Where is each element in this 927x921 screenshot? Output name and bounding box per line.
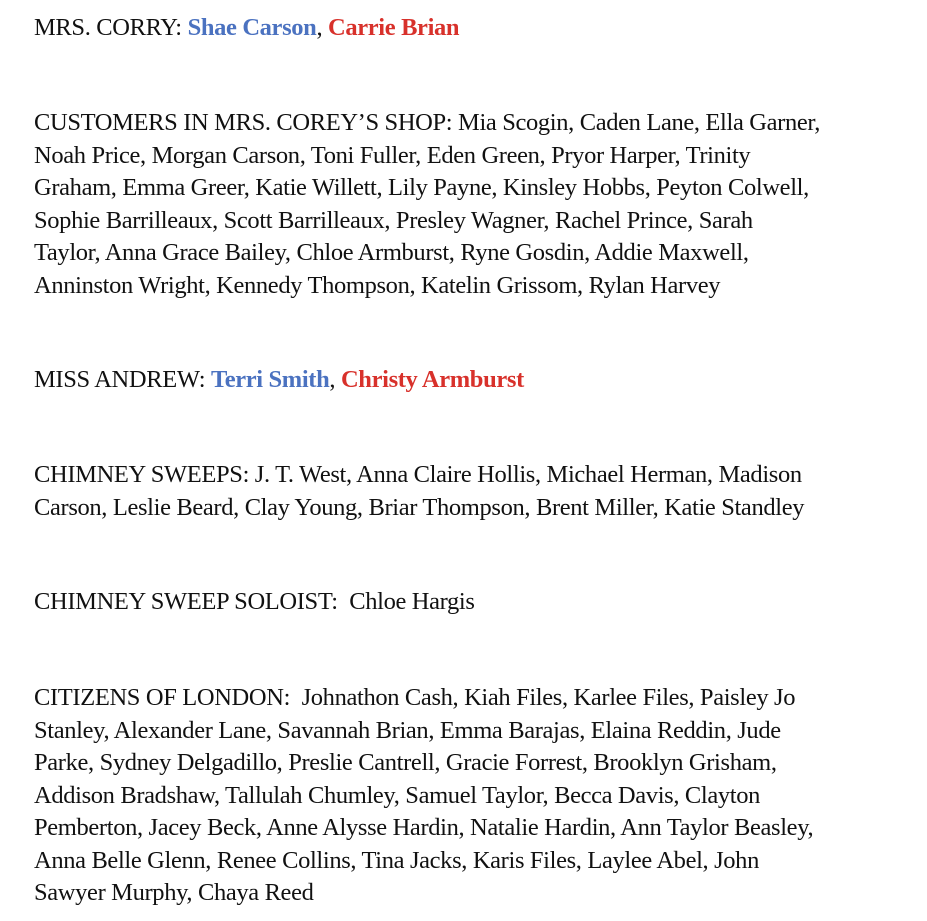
text-line: Anninston Wright, Kennedy Thompson, Katelin Grissom, Rylan Harvey <box>34 271 721 299</box>
text-line: Sophie Barrilleaux, Scott Barrilleaux, Presley Wagner, Rachel Prince, Sarah <box>34 206 753 234</box>
miss-andrew-line <box>34 364 914 397</box>
separator: , <box>316 14 323 41</box>
text-line: CUSTOMERS IN MRS. COREY’S SHOP: Mia Scogin, Caden Lane, Ella Garner, <box>34 109 820 136</box>
mrs-corry-section <box>34 12 914 45</box>
chimney-sweep-soloist-section <box>34 586 914 619</box>
miss-andrew-section <box>34 364 914 397</box>
text-line: Taylor, Anna Grace Bailey, Chloe Armburst, Ryne Gosdin, Addie Maxwell, <box>34 239 749 266</box>
separator: , <box>329 366 336 393</box>
chimney-sweeps-section <box>34 459 914 524</box>
text-line: CHIMNEY SWEEPS: J. T. West, Anna Claire Hollis, Michael Herman, Madison <box>34 461 802 488</box>
cast-a-name: Shae Carson <box>187 14 317 41</box>
text-line: Pemberton, Jacey Beck, Anne Alysse Hardin, Natalie Hardin, Ann Taylor Beasley, <box>34 814 814 841</box>
text-line: Parke, Sydney Delgadillo, Preslie Cantrell, Gracie Forrest, Brooklyn Grisham, <box>34 749 777 776</box>
customers-section <box>34 107 914 302</box>
text-line: Anna Belle Glenn, Renee Collins, Tina Jacks, Karis Files, Laylee Abel, John <box>34 846 759 874</box>
text-line: Sawyer Murphy, Chaya Reed <box>34 879 314 906</box>
text-line: Stanley, Alexander Lane, Savannah Brian, Emma Barajas, Elaina Reddin, Jude <box>34 716 781 744</box>
text-line: Graham, Emma Greer, Katie Willett, Lily Payne, Kinsley Hobbs, Peyton Colwell, <box>34 174 809 201</box>
cast-b-name: Carrie Brian <box>328 14 460 41</box>
text-line: CHIMNEY SWEEP SOLOIST: Chloe Hargis <box>34 588 475 615</box>
cast-b-name: Christy Armburst <box>340 366 524 393</box>
text-line: Addison Bradshaw, Tallulah Chumley, Samuel Taylor, Becca Davis, Clayton <box>34 781 761 809</box>
text-line: Noah Price, Morgan Carson, Toni Fuller, Eden Green, Pryor Harper, Trinity <box>34 141 751 169</box>
role-label: MRS. CORRY: <box>34 14 182 41</box>
citizens-of-london-section <box>34 682 914 910</box>
text-line: Carson, Leslie Beard, Clay Young, Briar Thompson, Brent Miller, Katie Standley <box>34 493 805 521</box>
text-line: CITIZENS OF LONDON: Johnathon Cash, Kiah Files, Karlee Files, Paisley Jo <box>34 684 796 711</box>
role-label: MISS ANDREW: <box>34 366 206 393</box>
cast-a-name: Terri Smith <box>210 366 330 393</box>
mrs-corry-line <box>34 12 914 45</box>
